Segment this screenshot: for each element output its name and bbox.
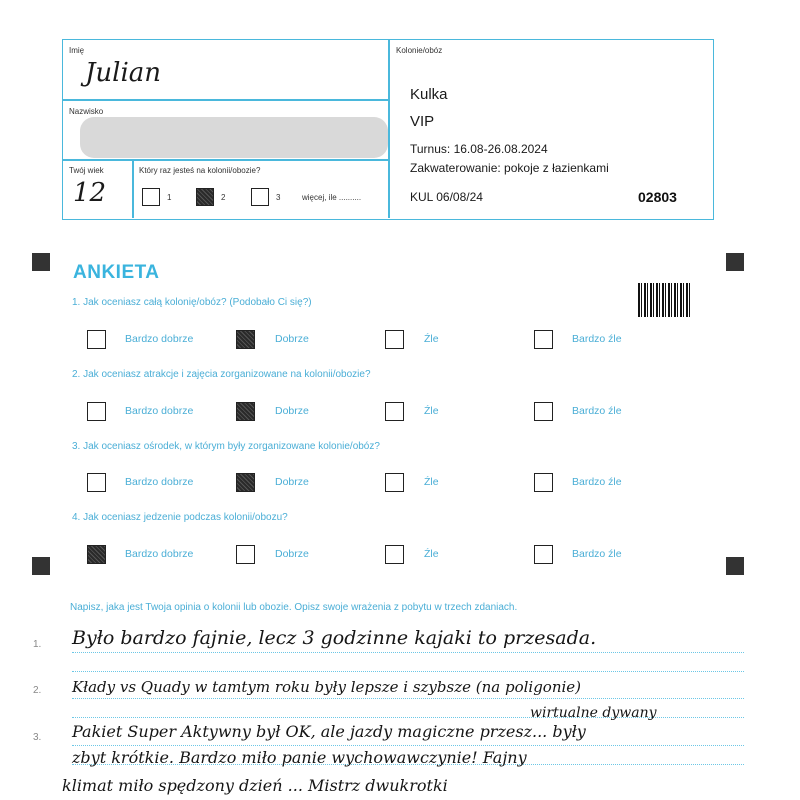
camp-label: Kolonie/obóz xyxy=(396,46,443,55)
q2-option-bardzo-dobrze: Bardzo dobrze xyxy=(125,405,194,417)
survey-title: ANKIETA xyxy=(73,262,160,283)
handwritten-insertion[interactable]: wirtualne dywany xyxy=(530,705,657,721)
row-divider xyxy=(63,159,388,161)
line-number-3: 3. xyxy=(33,732,42,743)
q2-checkbox-bardzo-zle[interactable] xyxy=(534,402,553,421)
age-value[interactable]: 12 xyxy=(73,178,107,208)
q4-option-dobrze: Dobrze xyxy=(275,548,309,560)
opinion-prompt: Napisz, jaka jest Twoja opinia o kolonii lub obozie. Opisz swoje wrażenia z pobytu w trzech zdaniach. xyxy=(70,602,518,613)
q3-option-dobrze: Dobrze xyxy=(275,476,309,488)
question-3: 3. Jak oceniasz ośrodek, w którym były zorganizowane kolonie/obóz? xyxy=(72,441,380,452)
camp-type: VIP xyxy=(410,113,435,130)
handwritten-sentence-2[interactable]: Kłady vs Quady w tamtym roku były lepsze i szybsze (na poligonie) xyxy=(72,678,582,696)
question-1: 1. Jak oceniasz całą kolonię/obóz? (Podobało Ci się?) xyxy=(72,297,312,308)
q4-option-bardzo-dobrze: Bardzo dobrze xyxy=(125,548,194,560)
line-number-2: 2. xyxy=(33,685,42,696)
times-option-2: 2 xyxy=(221,193,226,202)
camp-ref: KUL 06/08/24 xyxy=(410,190,483,204)
q4-checkbox-bardzo-dobrze[interactable] xyxy=(87,545,106,564)
camp-accommodation: Zakwaterowanie: pokoje z łazienkami xyxy=(410,161,609,175)
q3-checkbox-bardzo-dobrze[interactable] xyxy=(87,473,106,492)
q4-option-zle: Źle xyxy=(424,548,439,560)
line-number-1: 1. xyxy=(33,639,42,650)
times-more-label: więcej, ile .......... xyxy=(302,193,362,202)
name-value[interactable]: Julian xyxy=(85,58,162,88)
name-label: Imię xyxy=(69,46,85,55)
q1-option-bardzo-dobrze: Bardzo dobrze xyxy=(125,333,194,345)
q2-option-dobrze: Dobrze xyxy=(275,405,309,417)
handwritten-sentence-3a[interactable]: Pakiet Super Aktywny był OK, ale jazdy magiczne przesz... były xyxy=(72,722,586,741)
q3-option-bardzo-zle: Bardzo źle xyxy=(572,476,622,488)
registration-mark-br xyxy=(726,557,744,575)
answer-line xyxy=(72,745,744,746)
registration-mark-tl xyxy=(32,253,50,271)
camp-name: Kulka xyxy=(410,86,448,103)
handwritten-sentence-3c[interactable]: klimat miło spędzony dzień ... Mistrz dwukrotki xyxy=(62,776,448,795)
times-checkbox-1[interactable] xyxy=(142,188,160,206)
q3-option-bardzo-dobrze: Bardzo dobrze xyxy=(125,476,194,488)
age-label: Twój wiek xyxy=(69,166,104,175)
camp-turnus: Turnus: 16.08-26.08.2024 xyxy=(410,142,548,156)
q3-checkbox-zle[interactable] xyxy=(385,473,404,492)
times-label: Który raz jesteś na kolonii/obozie? xyxy=(139,166,261,175)
surname-label: Nazwisko xyxy=(69,107,104,116)
cell-divider xyxy=(132,159,134,218)
registration-mark-bl xyxy=(32,557,50,575)
barcode xyxy=(638,283,692,317)
q3-checkbox-dobrze[interactable] xyxy=(236,473,255,492)
question-4: 4. Jak oceniasz jedzenie podczas kolonii/obozu? xyxy=(72,512,288,523)
q2-checkbox-bardzo-dobrze[interactable] xyxy=(87,402,106,421)
answer-line xyxy=(72,652,744,653)
column-divider xyxy=(388,40,390,218)
registration-mark-tr xyxy=(726,253,744,271)
handwritten-sentence-1[interactable]: Było bardzo fajnie, lecz 3 godzinne kajaki to przesada. xyxy=(72,627,597,649)
q2-checkbox-dobrze[interactable] xyxy=(236,402,255,421)
times-checkbox-2[interactable] xyxy=(196,188,214,206)
q1-checkbox-bardzo-zle[interactable] xyxy=(534,330,553,349)
q1-checkbox-dobrze[interactable] xyxy=(236,330,255,349)
q2-checkbox-zle[interactable] xyxy=(385,402,404,421)
times-checkbox-3[interactable] xyxy=(251,188,269,206)
surname-redaction xyxy=(80,117,388,158)
q1-checkbox-bardzo-dobrze[interactable] xyxy=(87,330,106,349)
question-2: 2. Jak oceniasz atrakcje i zajęcia zorganizowane na kolonii/obozie? xyxy=(72,369,371,380)
q4-option-bardzo-zle: Bardzo źle xyxy=(572,548,622,560)
camp-code: 02803 xyxy=(638,189,677,205)
q4-checkbox-bardzo-zle[interactable] xyxy=(534,545,553,564)
answer-line xyxy=(72,671,744,672)
row-divider xyxy=(63,99,388,101)
handwritten-sentence-3b[interactable]: zbyt krótkie. Bardzo miło panie wychowawczynie! Fajny xyxy=(72,748,527,767)
q1-option-bardzo-zle: Bardzo źle xyxy=(572,333,622,345)
q2-option-bardzo-zle: Bardzo źle xyxy=(572,405,622,417)
q1-checkbox-zle[interactable] xyxy=(385,330,404,349)
q3-checkbox-bardzo-zle[interactable] xyxy=(534,473,553,492)
times-option-3: 3 xyxy=(276,193,281,202)
q2-option-zle: Źle xyxy=(424,405,439,417)
q3-option-zle: Źle xyxy=(424,476,439,488)
q4-checkbox-zle[interactable] xyxy=(385,545,404,564)
q1-option-zle: Źle xyxy=(424,333,439,345)
answer-line xyxy=(72,698,744,699)
times-option-1: 1 xyxy=(167,193,172,202)
q4-checkbox-dobrze[interactable] xyxy=(236,545,255,564)
q1-option-dobrze: Dobrze xyxy=(275,333,309,345)
